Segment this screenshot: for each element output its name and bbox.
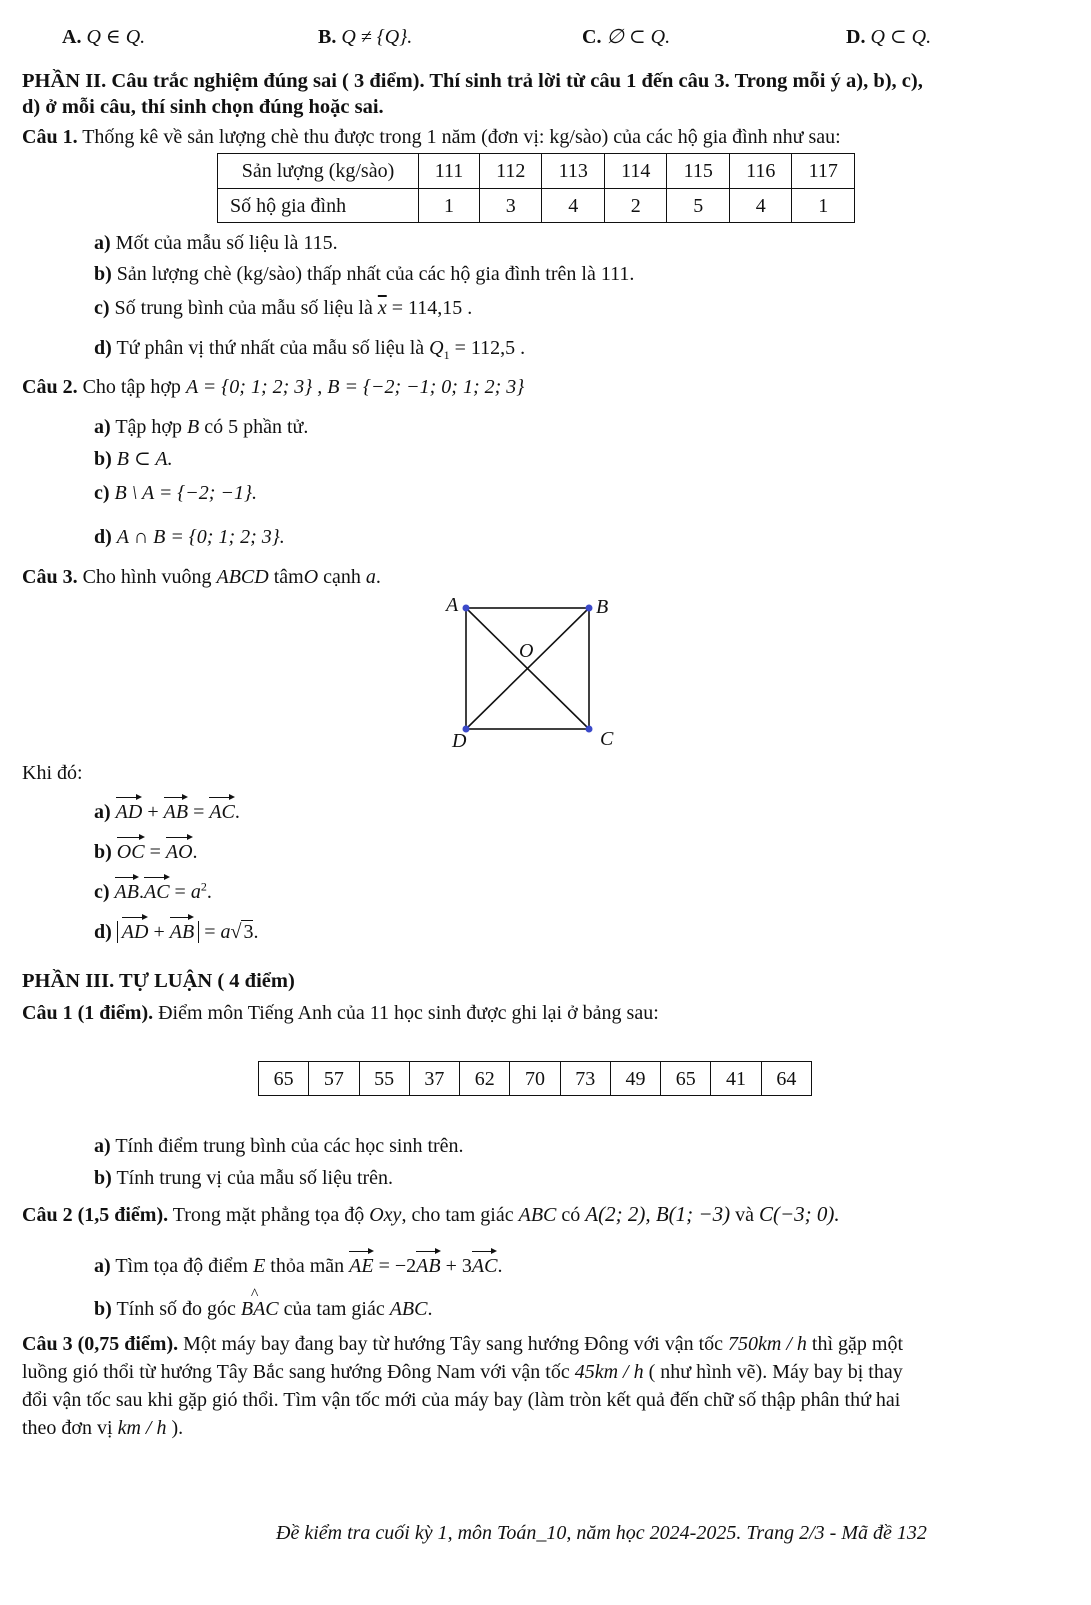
label-c: C [600, 728, 614, 750]
square-figure [430, 590, 630, 755]
table-cell: 1 [792, 189, 855, 223]
label-d: D [452, 730, 467, 752]
scores-table [258, 1061, 812, 1096]
p2-q1-c: c) Số trung bình của mẫu số liệu là $\overline{x} = 114,15$ . [94, 297, 473, 319]
yield-table [217, 153, 855, 223]
score-cell: 70 [510, 1062, 560, 1096]
p2-q3-c: c) $AB.AC = a^2$. [94, 877, 212, 904]
p2-q1-b: b) Sản lượng chè (kg/sào) thấp nhất của các hộ gia đình trên là 111. [94, 263, 635, 285]
score-cell: 55 [359, 1062, 409, 1096]
score-cell: 62 [460, 1062, 510, 1096]
vertex-a-dot [463, 605, 470, 612]
p2-q2-a: a) Tập hợp B có 5 phần tử. [94, 416, 309, 438]
option-c: C. ∅ ⊂ Q. [582, 26, 671, 48]
table-cell: 114 [604, 154, 667, 189]
vertex-b-dot [586, 605, 593, 612]
table-cell: 113 [542, 154, 605, 189]
p2-q3-stem: Câu 3. Cho hình vuông ABCD tâmO cạnh a. [22, 566, 381, 588]
table-cell: 112 [479, 154, 542, 189]
p2-q3-b: b) OC = AO. [94, 837, 198, 864]
p2-q2-b: b) B ⊂ A. [94, 448, 173, 470]
p2-q1-d: d) Tứ phân vị thứ nhất của mẫu số liệu là $Q_1 = 112,5$ . [94, 337, 526, 362]
p2-q2-stem: Câu 2. Cho tập hợp A = {0; 1; 2; 3} , B = {−2; −1; 0; 1; 2; 3} [22, 376, 525, 398]
p3-q3-line2: luồng gió thổi từ hướng Tây Bắc sang hướng Đông Nam với vận tốc 45km / h ( như hình vẽ). Máy bay bị thay [22, 1361, 903, 1383]
p3-q1-stem: Câu 1 (1 điểm). Điểm môn Tiếng Anh của 11 học sinh được ghi lại ở bảng sau: [22, 1002, 659, 1024]
vertex-c-dot [586, 726, 593, 733]
part2-heading-line2: d) ở mỗi câu, thí sinh chọn đúng hoặc sai. [22, 96, 384, 118]
score-cell: 65 [259, 1062, 309, 1096]
score-cell: 73 [560, 1062, 610, 1096]
score-cell: 57 [309, 1062, 359, 1096]
option-a: A. Q ∈ Q. [62, 26, 146, 48]
p3-q3-line4: theo đơn vị km / h ). [22, 1417, 184, 1439]
p2-q1-stem: Câu 1. Thống kê về sản lượng chè thu được trong 1 năm (đơn vị: kg/sào) của các hộ gia đình như sau: [22, 126, 841, 148]
label-b: B [596, 596, 609, 618]
p3-q3-line1: Câu 3 (0,75 điểm). Một máy bay đang bay từ hướng Tây sang hướng Đông với vận tốc 750km / h thì gặp một [22, 1333, 904, 1355]
p2-q2-c: c) B \ A = {−2; −1}. [94, 482, 257, 504]
then-label: Khi đó: [22, 762, 83, 784]
p2-q3-d: d) AD + AB = a√ 3. [94, 917, 258, 944]
score-cell: 49 [610, 1062, 660, 1096]
score-cell: 64 [761, 1062, 811, 1096]
table-cell: 116 [729, 154, 792, 189]
table-cell: 3 [479, 189, 542, 223]
page-footer: Đề kiểm tra cuối kỳ 1, môn Toán_10, năm học 2024-2025. Trang 2/3 - Mã đề 132 [276, 1522, 927, 1544]
table-cell: 117 [792, 154, 855, 189]
p3-q2-b: b) Tính số đo góc ^ BAC của tam giác ABC. [94, 1298, 433, 1321]
table-cell: 4 [542, 189, 605, 223]
table-cell: 4 [729, 189, 792, 223]
score-cell: 37 [409, 1062, 459, 1096]
p2-q1-a: a) Mốt của mẫu số liệu là 115. [94, 232, 338, 254]
table-header-yield: Sản lượng (kg/sào) [218, 154, 419, 189]
table-cell: 1 [419, 189, 480, 223]
p3-q2-a: a) Tìm tọa độ điểm E thỏa mãn AE = −2AB + 3AC. [94, 1251, 502, 1278]
table-cell: 111 [419, 154, 480, 189]
p3-q1-a: a) Tính điểm trung bình của các học sinh trên. [94, 1135, 464, 1157]
p3-q1-b: b) Tính trung vị của mẫu số liệu trên. [94, 1167, 394, 1189]
p2-q3-a: a) AD + AB = AC. [94, 797, 240, 824]
label-a: A [446, 594, 459, 616]
table-header-households: Số hộ gia đình [218, 189, 419, 223]
score-cell: 65 [661, 1062, 711, 1096]
part2-heading-line1: PHẦN II. Câu trắc nghiệm đúng sai ( 3 điểm). Thí sinh trả lời từ câu 1 đến câu 3. Trong mỗi ý a), b), c), [22, 70, 923, 92]
p2-q2-d: d) A ∩ B = {0; 1; 2; 3}. [94, 526, 285, 548]
table-cell: 115 [667, 154, 730, 189]
part3-heading: PHẦN III. TỰ LUẬN ( 4 điểm) [22, 970, 295, 992]
p3-q3-line3: đổi vận tốc sau khi gặp gió thổi. Tìm vận tốc mới của máy bay (làm tròn kết quả đến chữ số thập phân thứ hai [22, 1389, 901, 1411]
table-cell: 2 [604, 189, 667, 223]
table-cell: 5 [667, 189, 730, 223]
option-d: D. Q ⊂ Q. [846, 26, 932, 48]
score-cell: 41 [711, 1062, 761, 1096]
p3-q2-stem: Câu 2 (1,5 điểm). Trong mặt phẳng tọa độ Oxy, cho tam giác ABC có A(2; 2), B(1; −3) và C(−3; 0). [22, 1202, 840, 1226]
option-b: B. Q ≠ {Q}. [318, 26, 413, 48]
label-o: O [519, 640, 534, 662]
